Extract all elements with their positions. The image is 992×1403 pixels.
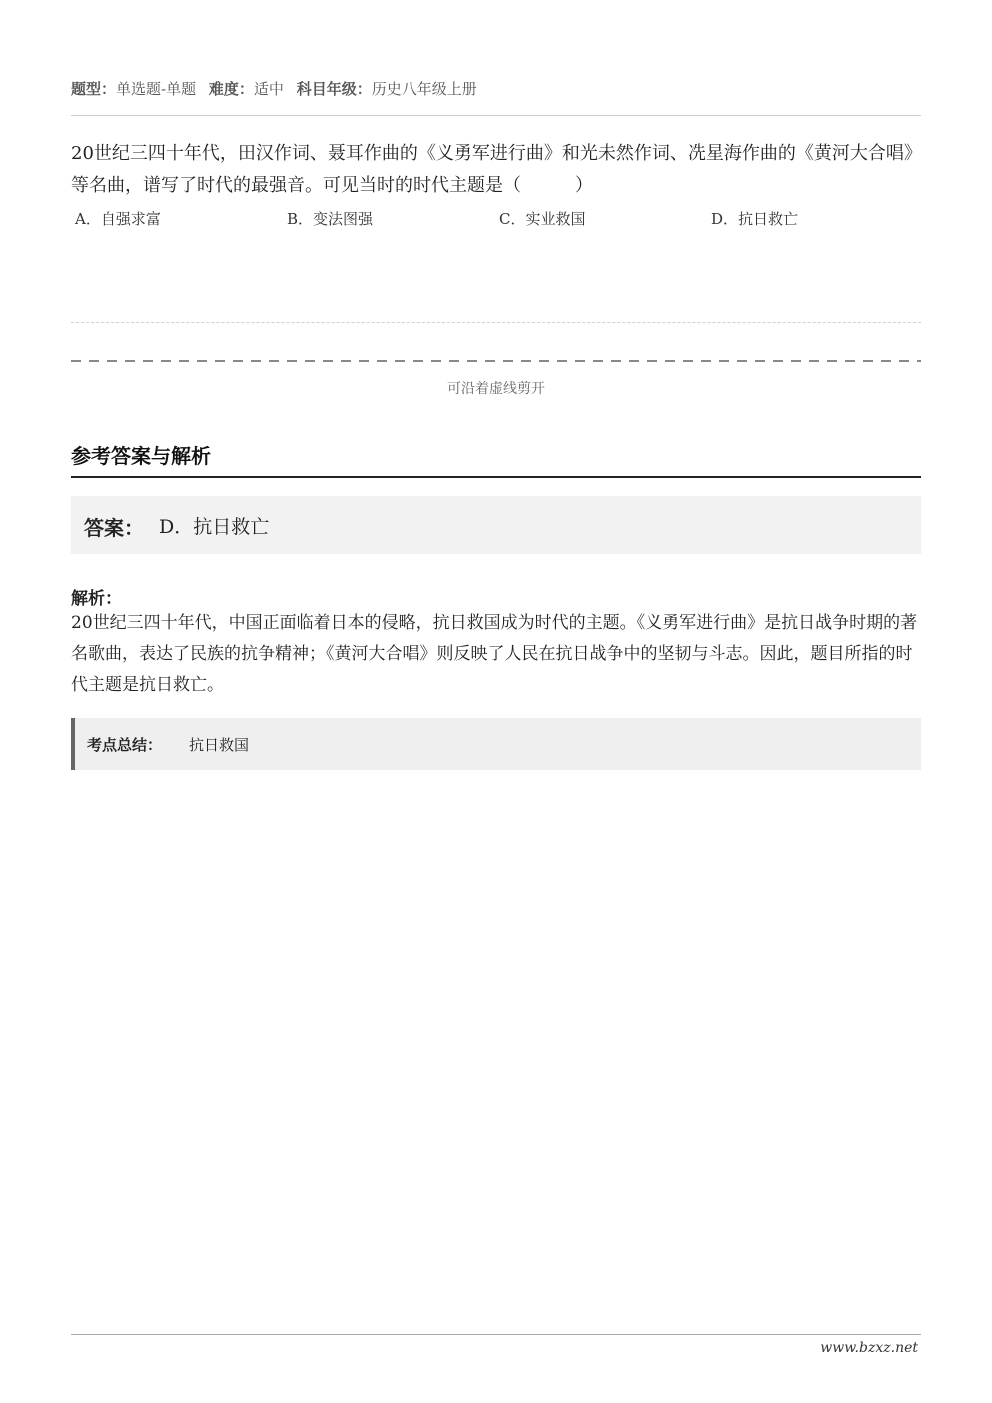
option-c: C．实业救国 bbox=[499, 210, 586, 228]
header-divider bbox=[71, 115, 921, 116]
option-b: B．变法图强 bbox=[287, 210, 374, 228]
cut-note: 可沿着虚线剪开 bbox=[447, 381, 545, 397]
answer-box bbox=[71, 496, 921, 554]
difficulty-value: 适中 bbox=[253, 80, 284, 98]
explanation-label: 解析： bbox=[71, 589, 122, 609]
answer-section-divider bbox=[71, 476, 921, 478]
subject-label: 科目年级： bbox=[296, 80, 372, 98]
answer-value: D．抗日救亡 bbox=[159, 516, 270, 538]
footer-site: www.bzxz.net bbox=[820, 1340, 918, 1356]
answer-section-title: 参考答案与解析 bbox=[71, 444, 211, 468]
keypoint-label: 考点总结： bbox=[87, 736, 163, 754]
difficulty-label: 难度： bbox=[208, 80, 254, 98]
question-text: 20世纪三四十年代，田汉作词、聂耳作曲的《义勇军进行曲》和光未然作词、冼星海作曲的《黄河大合唱》等名曲，谱写了时代的最强音。可见当时的时代主题是（ ） bbox=[71, 143, 922, 196]
keypoint-box bbox=[71, 718, 921, 770]
cut-line bbox=[71, 360, 921, 362]
type-value: 单选题-单题 bbox=[116, 80, 197, 98]
footer-divider bbox=[71, 1334, 921, 1335]
option-a: A．自强求富 bbox=[75, 210, 161, 228]
subject-value: 历史八年级上册 bbox=[371, 80, 477, 98]
question-meta bbox=[71, 78, 485, 99]
explanation-text: 20世纪三四十年代，中国正面临着日本的侵略，抗日救国成为时代的主题。《义勇军进行曲》是抗日战争时期的著名歌曲，表达了民族的抗争精神；《黄河大合唱》则反映了人民在抗日战争中的坚韧与斗志。因此，题目所指的时代主题是抗日救亡。 bbox=[71, 613, 918, 695]
answer-label: 答案： bbox=[84, 516, 144, 540]
answer-space-divider bbox=[71, 322, 921, 323]
type-label: 题型： bbox=[71, 80, 117, 98]
keypoint-value: 抗日救国 bbox=[189, 736, 250, 754]
option-d: D．抗日救亡 bbox=[711, 210, 799, 228]
